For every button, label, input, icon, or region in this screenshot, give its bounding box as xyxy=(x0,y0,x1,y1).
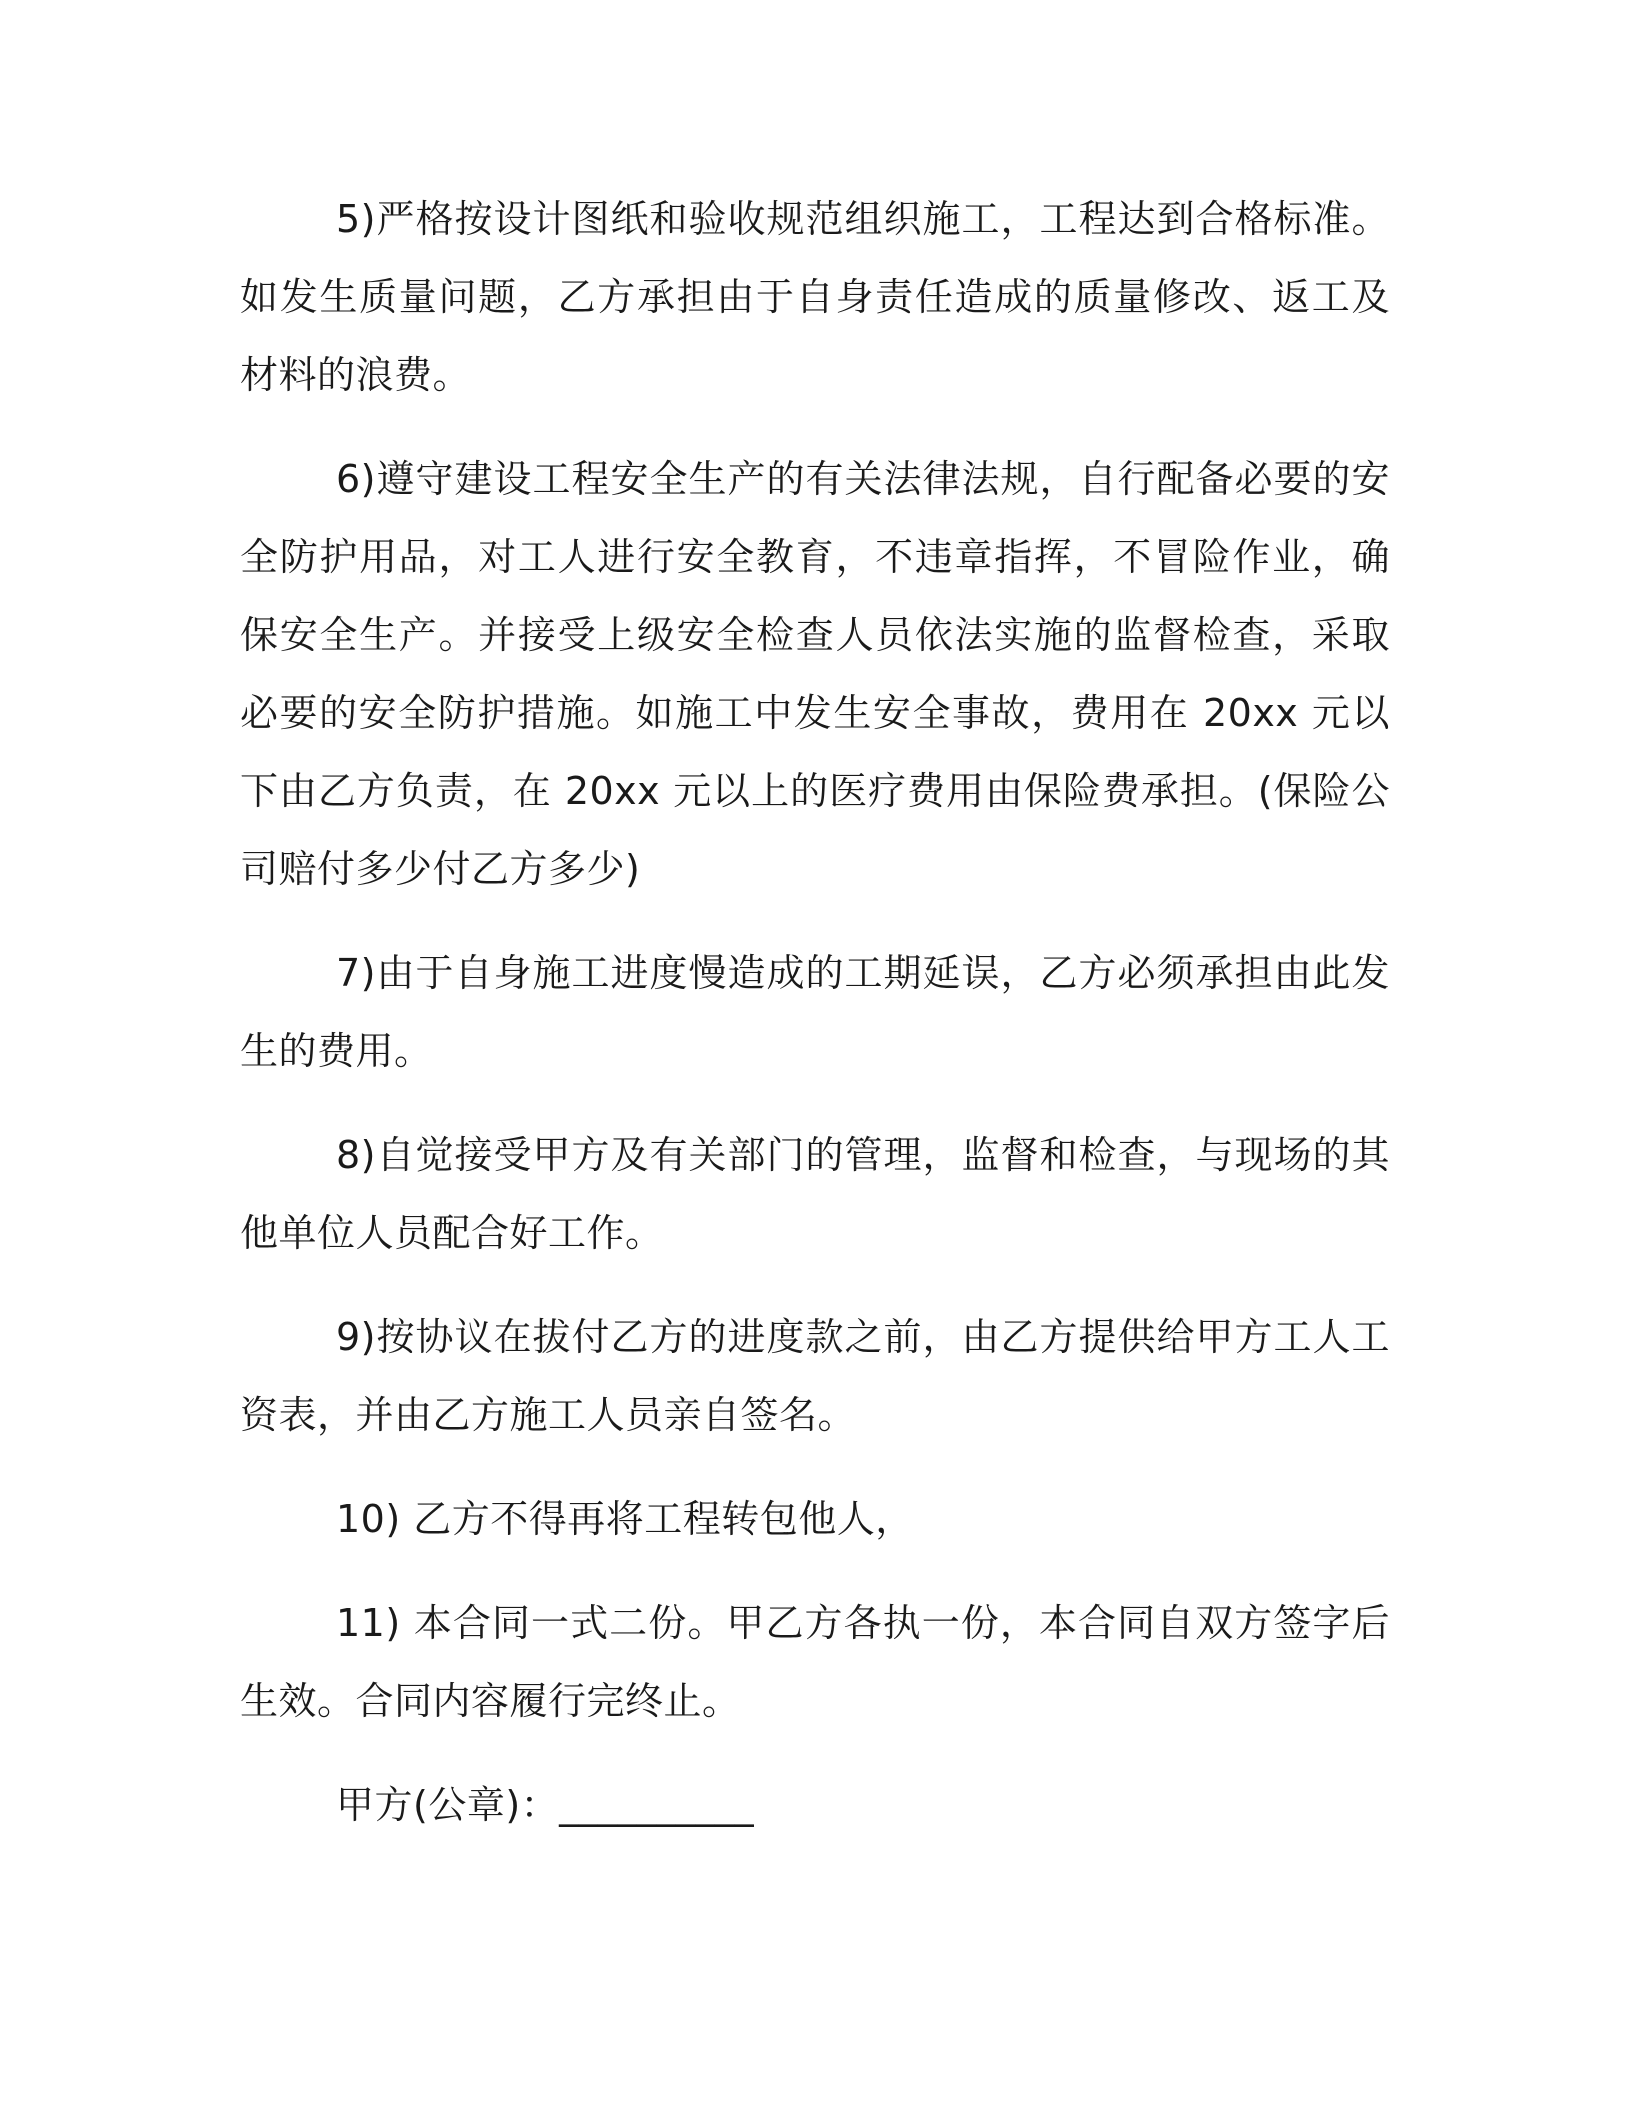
clause-10: 10) 乙方不得再将工程转包他人， xyxy=(336,1497,914,1541)
clause-11: 11) 本合同一式二份。甲乙方各执一份，本合同自双方签字后生效。合同内容履行完终止。 xyxy=(240,1601,1390,1723)
document-body xyxy=(240,180,1390,1844)
clause-9: 9)按协议在拔付乙方的进度款之前，由乙方提供给甲方工人工资表，并由乙方施工人员亲自签名。 xyxy=(240,1315,1390,1437)
clause-5: 5)严格按设计图纸和验收规范组织施工，工程达到合格标准。如发生质量问题，乙方承担由于自身责任造成的质量修改、返工及材料的浪费。 xyxy=(240,197,1390,397)
party-a-signature-line: 甲方(公章)：__________ xyxy=(336,1783,755,1827)
clause-7: 7)由于自身施工进度慢造成的工期延误，乙方必须承担由此发生的费用。 xyxy=(240,951,1390,1073)
clause-8: 8)自觉接受甲方及有关部门的管理，监督和检查，与现场的其他单位人员配合好工作。 xyxy=(240,1133,1390,1255)
clause-6: 6)遵守建设工程安全生产的有关法律法规，自行配备必要的安全防护用品，对工人进行安全教育，不违章指挥，不冒险作业，确保安全生产。并接受上级安全检查人员依法实施的监督检查，采取必要的安全防护措施。如施工中发生安全事故，费用在 20xx 元以下由乙方负责，在 20xx 元以上的医疗费用由保险费承担。(保险公司赔付多少付乙方多少) xyxy=(240,457,1390,891)
